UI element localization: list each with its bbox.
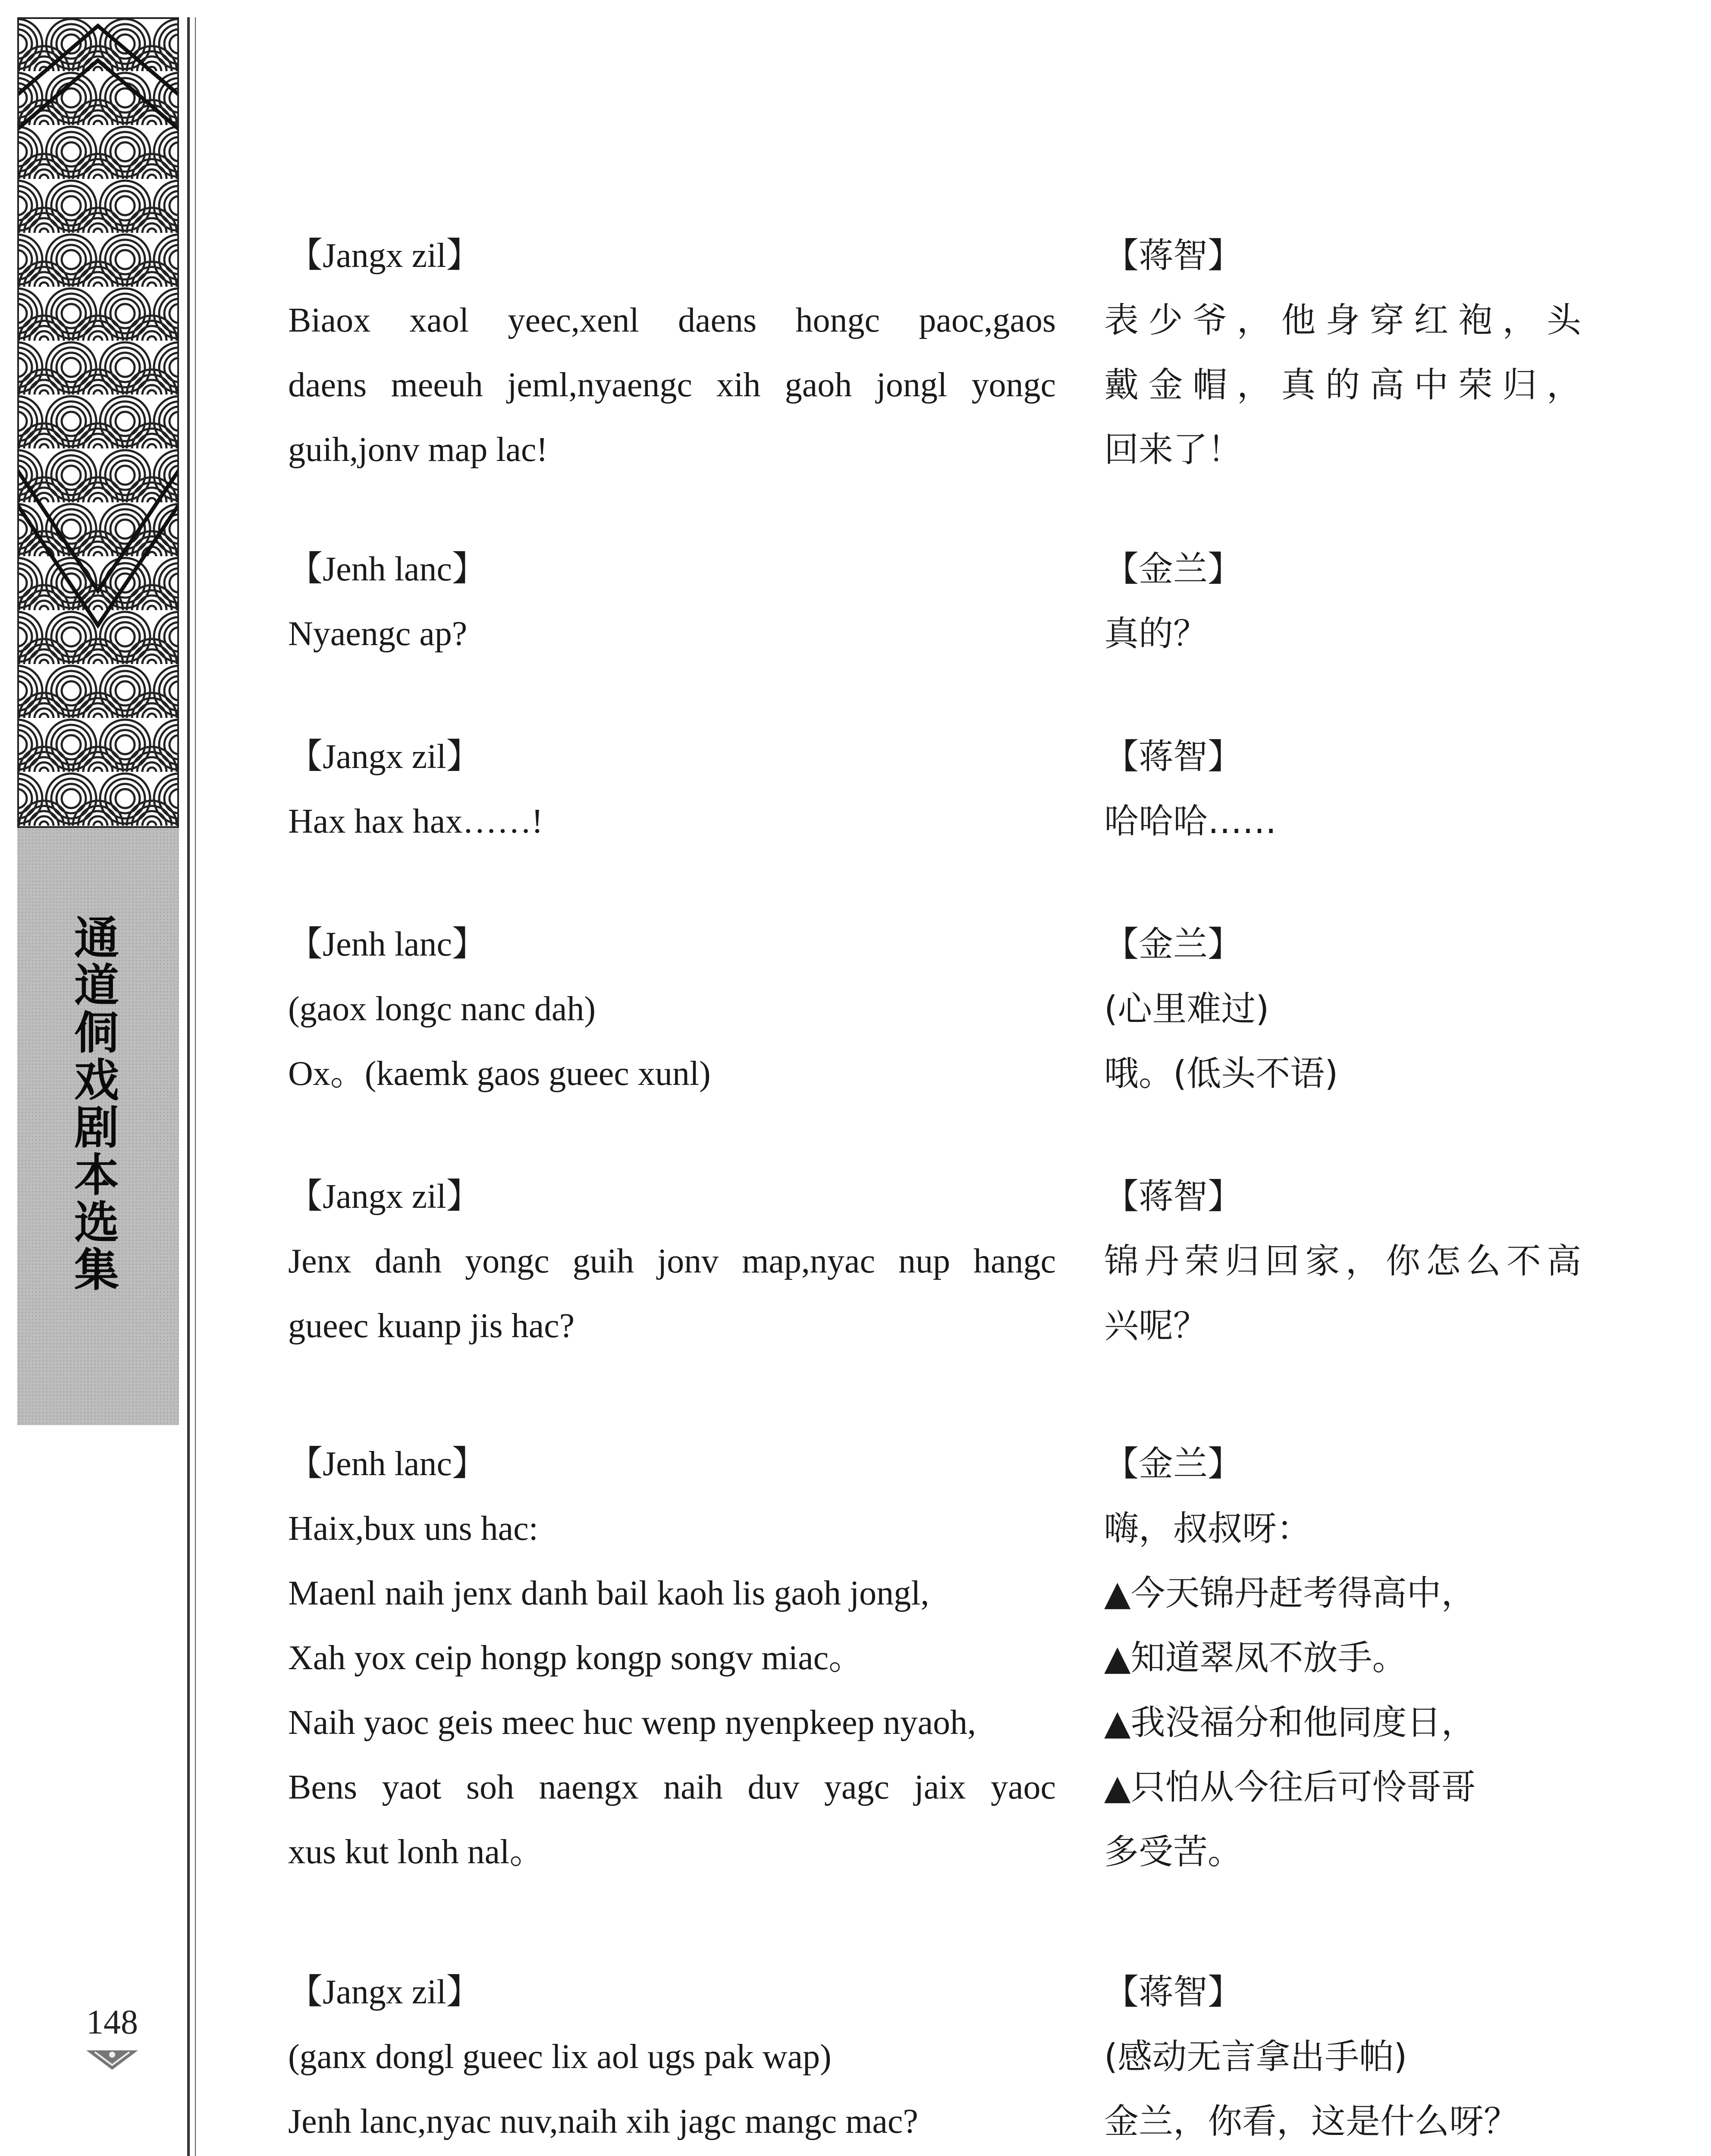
speaker-label: 【Jangx zil】 xyxy=(288,237,481,275)
speaker-label: 【蒋智】 xyxy=(1104,736,1242,777)
dialogue-line: Naih yaoc geis meec huc wenp nyenpkeep nyaoh, xyxy=(288,1704,976,1742)
speaker-label: 【Jangx zil】 xyxy=(288,1973,481,2011)
dialogue-line: Xah yox ceip hongp kongp songv miac。 xyxy=(288,1639,863,1677)
dialogue-line: 兴呢？ xyxy=(1104,1306,1208,1346)
dialogue-line: 回来了！ xyxy=(1104,429,1242,470)
dialogue-line: 嗨，叔叔呀： xyxy=(1104,1508,1311,1548)
dialogue-line: daens meeuh jeml,nyaengc xih gaoh jongl yongc xyxy=(288,366,1056,404)
stage-direction: (感动无言拿出手帕) xyxy=(1104,2037,1407,2077)
dialogue-line: Haix,bux uns hac: xyxy=(288,1510,538,1548)
page-number: 148 xyxy=(86,2003,138,2041)
dong-text xyxy=(288,724,1056,854)
dong-text xyxy=(288,1432,1056,1884)
speaker-label: 【Jangx zil】 xyxy=(288,1178,481,1216)
speaker-label: 【蒋智】 xyxy=(1104,1972,1242,2012)
speaker-label: 【金兰】 xyxy=(1104,549,1242,589)
speaker-label: 【Jenh lanc】 xyxy=(288,925,487,963)
dong-text xyxy=(288,1960,1056,2154)
dialogue-line: guih,jonv map lac! xyxy=(288,431,548,469)
dialogue-line: ▲知道翠凤不放手。 xyxy=(1104,1638,1407,1678)
dialogue-line: Biaox xaol yeec,xenl daens hongc paoc,gaos xyxy=(288,301,1056,339)
speaker-label: 【Jangx zil】 xyxy=(288,738,481,776)
speaker-label: 【Jenh lanc】 xyxy=(288,550,487,588)
chinese-text xyxy=(1104,1960,1583,2154)
dialogue-line: Nyaengc ap? xyxy=(288,615,468,653)
dialogue-line: Jenx danh yongc guih jonv map,nyac nup hangc xyxy=(288,1242,1056,1280)
dong-text xyxy=(288,537,1056,666)
chinese-text xyxy=(1104,1164,1583,1358)
chinese-text xyxy=(1104,537,1583,666)
margin-rule-thin xyxy=(195,17,196,2156)
speaker-label: 【蒋智】 xyxy=(1104,1176,1242,1216)
speaker-label: 【金兰】 xyxy=(1104,924,1242,964)
speaker-label: 【金兰】 xyxy=(1104,1444,1242,1484)
chinese-text xyxy=(1104,1432,1583,1884)
book-title: 通道侗戏剧本选集 xyxy=(66,914,119,1294)
dialogue-line: gueec kuanp jis hac? xyxy=(288,1307,575,1345)
margin-rule xyxy=(187,17,190,2156)
dong-text xyxy=(288,223,1056,482)
dialogue-line: Hax hax hax……! xyxy=(288,802,543,840)
chinese-text xyxy=(1104,912,1583,1106)
dialogue-line: Jenh lanc,nyac nuv,naih xih jagc mangc mac? xyxy=(288,2103,918,2140)
dialogue-line: ▲今天锦丹赶考得高中， xyxy=(1104,1573,1476,1613)
dialogue-line: ▲只怕从今往后可怜哥哥 xyxy=(1104,1767,1476,1807)
book-title-band xyxy=(17,828,179,1425)
chinese-text xyxy=(1104,223,1583,482)
dong-text xyxy=(288,1164,1056,1358)
dialogue-line: Ox。(kaemk gaos gueec xunl) xyxy=(288,1055,711,1093)
dialogue-line: 哦。(低头不语) xyxy=(1104,1053,1338,1094)
dialogue-line: Bens yaot soh naengx naih duv yagc jaix yaoc xyxy=(288,1768,1056,1806)
dialogue-line: 锦丹荣归回家，你怎么不高 xyxy=(1104,1241,1583,1281)
chinese-text xyxy=(1104,724,1583,854)
speaker-label: 【Jenh lanc】 xyxy=(288,1445,487,1483)
stage-direction: (ganx dongl gueec lix aol ugs pak wap) xyxy=(288,2038,832,2076)
dialogue-line: 表少爷，他身穿红袍，头 xyxy=(1104,300,1583,340)
dong-text xyxy=(288,912,1056,1106)
dialogue-line: 戴金帽，真的高中荣归， xyxy=(1104,365,1583,405)
dialogue-line: 多受苦。 xyxy=(1104,1832,1242,1872)
stage-direction: (gaox longc nanc dah) xyxy=(288,990,596,1028)
stage-direction: (心里难过) xyxy=(1104,989,1269,1029)
dialogue-line: 真的？ xyxy=(1104,614,1208,654)
dialogue-line: 金兰，你看，这是什么呀？ xyxy=(1104,2101,1518,2141)
dialogue-line: 哈哈哈…… xyxy=(1104,801,1277,841)
speaker-label: 【蒋智】 xyxy=(1104,235,1242,276)
dialogue-line: Maenl naih jenx danh bail kaoh lis gaoh jongl, xyxy=(288,1574,929,1612)
decorative-wave-pattern xyxy=(17,17,179,828)
dialogue-line: xus kut lonh nal。 xyxy=(288,1833,544,1871)
page-ornament-icon xyxy=(84,2046,140,2072)
dialogue-line: ▲我没福分和他同度日， xyxy=(1104,1702,1476,1742)
